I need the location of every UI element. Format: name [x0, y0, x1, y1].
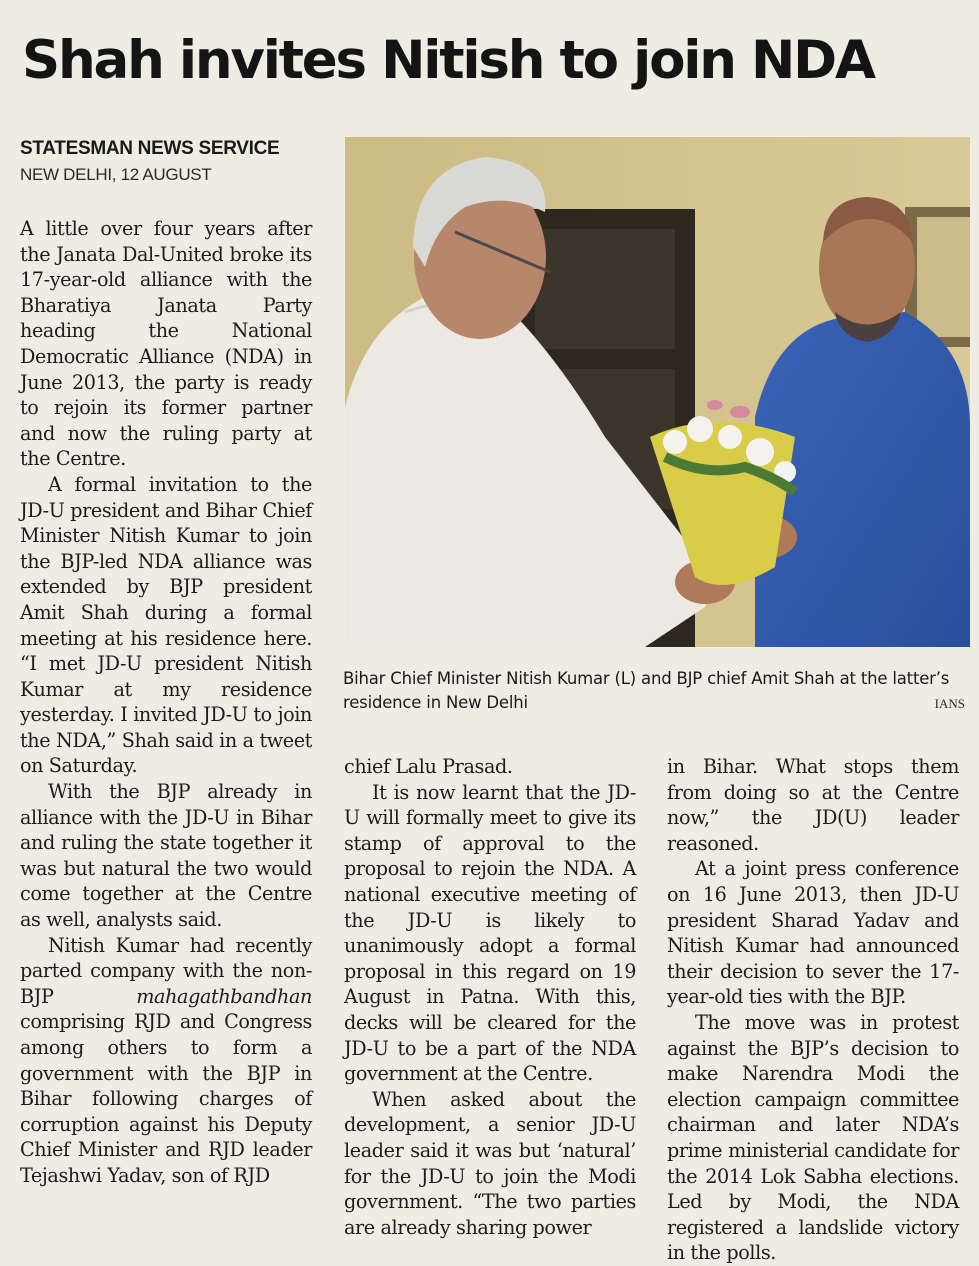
dateline: NEW DELHI, 12 AUGUST — [20, 165, 212, 184]
article-column-3 — [667, 754, 959, 1266]
agency-byline: STATESMAN NEWS SERVICE — [20, 138, 280, 159]
paragraph — [20, 933, 312, 1189]
paragraph: A formal invitation to the JD-U president and Bihar Chief Minister Nitish Kumar to join the BJP-led NDA alliance was extended by BJP president Amit Shah during a formal meeting at his residence here. “I met JD-U president Nitish Kumar at my residence yesterday. I invited JD-U to join the NDA,” Shah said in a tweet on Saturday. — [20, 472, 312, 778]
photo-caption: Bihar Chief Minister Nitish Kumar (L) and BJP chief Amit Shah at the latter’s residence in New Delhi — [343, 669, 950, 712]
photo-credit: IANS — [934, 696, 965, 711]
paragraph: A little over four years after the Janata Dal-United broke its 17-year-old alliance with the Bharatiya Janata Party heading the National Democratic Alliance (NDA) in June 2013, the party is ready to rejoin its former partner and now the ruling party at the Centre. — [20, 217, 312, 471]
paragraph: It is now learnt that the JD-U will formally meet to give its stamp of approval to the proposal to rejoin the NDA. A national executive meeting of the JD-U is likely to unanimously adopt a formal proposal in this regard on 19 August in Patna. With this, decks will be cleared for the JD-U to be a part of the NDA government at the Centre. — [344, 780, 636, 1086]
paragraph: chief Lalu Prasad. — [344, 755, 513, 778]
paragraph: At a joint press conference on 16 June 2013, then JD-U president Sharad Yadav and Nitish Kumar had announced their decision to sever the 17-year-old ties with the BJP. — [667, 857, 959, 1009]
paragraph: The move was in protest against the BJP’s decision to make Narendra Modi the election campaign committee chairman and later NDA’s prime ministerial candidate for the 2014 Lok Sabha elections. Led by Modi, the NDA registered a landslide victory in the polls. — [667, 1010, 959, 1265]
italic-term: mahagathbandhan — [136, 984, 312, 1008]
paragraph: When asked about the development, a senior JD-U leader said it was but ‘natural’ for the JD-U to join the Modi government. “The two parties are already sharing power — [344, 1087, 636, 1239]
paragraph-text: comprising RJD and Congress among others to form a government with the BJP in Bihar following charges of corruption against his Deputy Chief Minister and RJD leader Tejashwi Yadav, son of RJD — [20, 1010, 312, 1187]
paragraph-text: Nitish Kumar had recently parted company with the non-BJP — [20, 933, 312, 1008]
article-column-2 — [344, 754, 636, 1240]
paragraph: in Bihar. What stops them from doing so at the Centre now,” the JD(U) leader reasoned. — [667, 755, 959, 855]
headline: Shah invites Nitish to join NDA — [22, 30, 874, 91]
news-photo — [345, 137, 970, 647]
photo-illustration — [345, 137, 970, 647]
paragraph: With the BJP already in alliance with the JD-U in Bihar and ruling the state together it was but natural the two would come together at the Centre as well, analysts said. — [20, 780, 312, 932]
article-column-1 — [20, 216, 312, 1189]
